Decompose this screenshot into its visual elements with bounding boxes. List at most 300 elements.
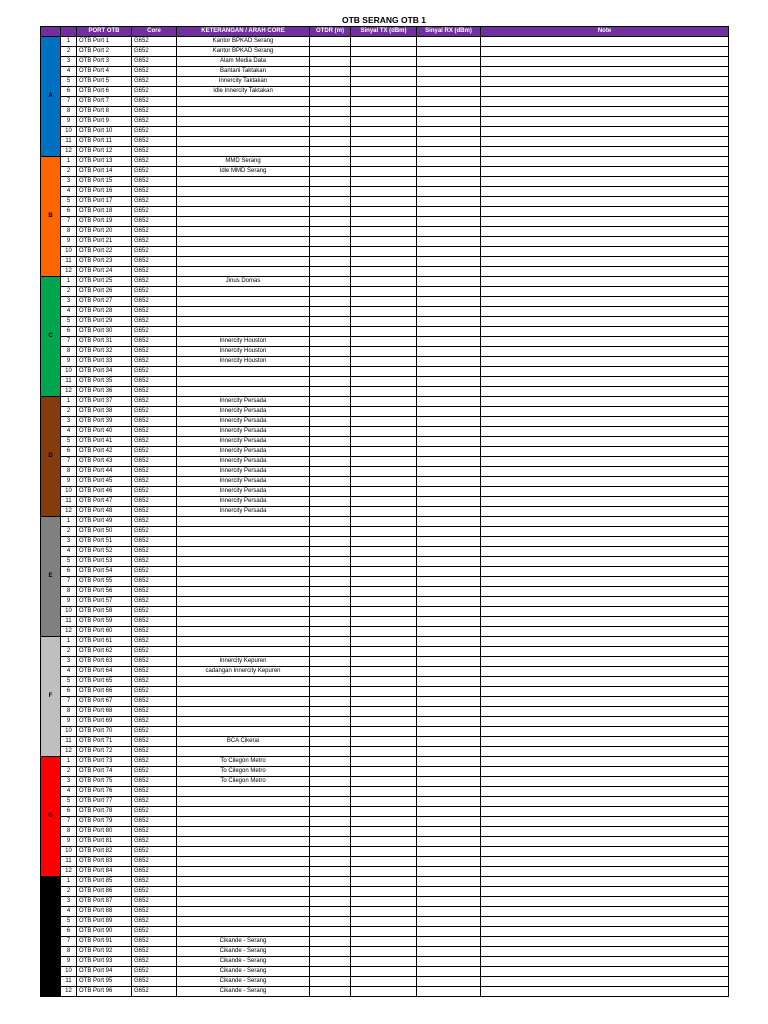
port-number-cell: 7 bbox=[61, 937, 77, 947]
note-cell bbox=[481, 287, 729, 297]
port-number-cell: 10 bbox=[61, 847, 77, 857]
sinyal-tx-cell bbox=[351, 297, 417, 307]
note-cell bbox=[481, 837, 729, 847]
keterangan-cell bbox=[177, 927, 310, 937]
table-row bbox=[41, 277, 729, 287]
core-cell: G652 bbox=[132, 177, 177, 187]
group-label-cell: F bbox=[41, 637, 61, 757]
table-row bbox=[41, 187, 729, 197]
table-row bbox=[41, 167, 729, 177]
core-cell: G652 bbox=[132, 887, 177, 897]
note-cell bbox=[481, 267, 729, 277]
otdr-cell bbox=[310, 817, 351, 827]
header-sinyal-rx: Sinyal RX (dBm) bbox=[417, 27, 481, 37]
port-name-cell: OTB Port 63 bbox=[77, 657, 132, 667]
sinyal-tx-cell bbox=[351, 987, 417, 997]
port-number-cell: 11 bbox=[61, 377, 77, 387]
port-number-cell: 1 bbox=[61, 517, 77, 527]
otdr-cell bbox=[310, 727, 351, 737]
table-header-row bbox=[41, 27, 729, 37]
otdr-cell bbox=[310, 897, 351, 907]
table-row bbox=[41, 727, 729, 737]
sinyal-tx-cell bbox=[351, 787, 417, 797]
sinyal-tx-cell bbox=[351, 827, 417, 837]
group-label-cell: H bbox=[41, 877, 61, 997]
otdr-cell bbox=[310, 907, 351, 917]
port-name-cell: OTB Port 60 bbox=[77, 627, 132, 637]
port-name-cell: OTB Port 4 bbox=[77, 67, 132, 77]
port-name-cell: OTB Port 40 bbox=[77, 427, 132, 437]
note-cell bbox=[481, 177, 729, 187]
core-cell: G652 bbox=[132, 187, 177, 197]
core-cell: G652 bbox=[132, 227, 177, 237]
core-cell: G652 bbox=[132, 417, 177, 427]
table-row bbox=[41, 437, 729, 447]
note-cell bbox=[481, 727, 729, 737]
sinyal-rx-cell bbox=[417, 867, 481, 877]
sinyal-rx-cell bbox=[417, 767, 481, 777]
port-number-cell: 6 bbox=[61, 927, 77, 937]
sinyal-rx-cell bbox=[417, 397, 481, 407]
sinyal-tx-cell bbox=[351, 427, 417, 437]
table-row bbox=[41, 807, 729, 817]
table-row bbox=[41, 947, 729, 957]
port-number-cell: 2 bbox=[61, 287, 77, 297]
table-row bbox=[41, 297, 729, 307]
otdr-cell bbox=[310, 647, 351, 657]
keterangan-cell: Innercity Kepuren bbox=[177, 657, 310, 667]
table-row bbox=[41, 337, 729, 347]
port-number-cell: 1 bbox=[61, 157, 77, 167]
port-number-cell: 4 bbox=[61, 307, 77, 317]
note-cell bbox=[481, 307, 729, 317]
keterangan-cell bbox=[177, 577, 310, 587]
port-number-cell: 3 bbox=[61, 177, 77, 187]
table-row bbox=[41, 677, 729, 687]
note-cell bbox=[481, 917, 729, 927]
keterangan-cell: Cikande - Serang bbox=[177, 957, 310, 967]
core-cell: G652 bbox=[132, 937, 177, 947]
sinyal-rx-cell bbox=[417, 127, 481, 137]
note-cell bbox=[481, 677, 729, 687]
port-name-cell: OTB Port 1 bbox=[77, 37, 132, 47]
keterangan-cell: Alam Media Data bbox=[177, 57, 310, 67]
table-row bbox=[41, 487, 729, 497]
port-name-cell: OTB Port 65 bbox=[77, 677, 132, 687]
note-cell bbox=[481, 407, 729, 417]
otdr-cell bbox=[310, 857, 351, 867]
keterangan-cell bbox=[177, 787, 310, 797]
sinyal-rx-cell bbox=[417, 587, 481, 597]
sinyal-tx-cell bbox=[351, 657, 417, 667]
core-cell: G652 bbox=[132, 617, 177, 627]
core-cell: G652 bbox=[132, 847, 177, 857]
port-name-cell: OTB Port 20 bbox=[77, 227, 132, 237]
core-cell: G652 bbox=[132, 307, 177, 317]
otdr-cell bbox=[310, 377, 351, 387]
table-row bbox=[41, 307, 729, 317]
port-name-cell: OTB Port 68 bbox=[77, 707, 132, 717]
core-cell: G652 bbox=[132, 857, 177, 867]
port-number-cell: 7 bbox=[61, 817, 77, 827]
keterangan-cell: Innercity Persada bbox=[177, 417, 310, 427]
port-number-cell: 4 bbox=[61, 187, 77, 197]
table-row bbox=[41, 847, 729, 857]
table-row bbox=[41, 37, 729, 47]
keterangan-cell bbox=[177, 227, 310, 237]
sinyal-rx-cell bbox=[417, 507, 481, 517]
sinyal-rx-cell bbox=[417, 577, 481, 587]
core-cell: G652 bbox=[132, 907, 177, 917]
note-cell bbox=[481, 387, 729, 397]
sinyal-tx-cell bbox=[351, 837, 417, 847]
group-label-cell: C bbox=[41, 277, 61, 397]
sinyal-tx-cell bbox=[351, 77, 417, 87]
keterangan-cell bbox=[177, 607, 310, 617]
core-cell: G652 bbox=[132, 237, 177, 247]
note-cell bbox=[481, 697, 729, 707]
port-number-cell: 6 bbox=[61, 207, 77, 217]
port-name-cell: OTB Port 38 bbox=[77, 407, 132, 417]
port-name-cell: OTB Port 59 bbox=[77, 617, 132, 627]
otdr-cell bbox=[310, 47, 351, 57]
otdr-cell bbox=[310, 577, 351, 587]
sinyal-tx-cell bbox=[351, 337, 417, 347]
core-cell: G652 bbox=[132, 637, 177, 647]
sinyal-rx-cell bbox=[417, 817, 481, 827]
port-name-cell: OTB Port 10 bbox=[77, 127, 132, 137]
port-name-cell: OTB Port 86 bbox=[77, 887, 132, 897]
otdr-cell bbox=[310, 597, 351, 607]
core-cell: G652 bbox=[132, 917, 177, 927]
otdr-cell bbox=[310, 887, 351, 897]
table-row bbox=[41, 607, 729, 617]
sinyal-tx-cell bbox=[351, 47, 417, 57]
otdr-cell bbox=[310, 977, 351, 987]
sinyal-tx-cell bbox=[351, 67, 417, 77]
note-cell bbox=[481, 777, 729, 787]
sheet-title: OTB SERANG OTB 1 bbox=[341, 15, 427, 25]
otdr-cell bbox=[310, 187, 351, 197]
note-cell bbox=[481, 237, 729, 247]
otdr-cell bbox=[310, 827, 351, 837]
table-row bbox=[41, 57, 729, 67]
port-number-cell: 7 bbox=[61, 97, 77, 107]
sinyal-rx-cell bbox=[417, 37, 481, 47]
sinyal-tx-cell bbox=[351, 797, 417, 807]
note-cell bbox=[481, 707, 729, 717]
table-row bbox=[41, 517, 729, 527]
table-row bbox=[41, 877, 729, 887]
core-cell: G652 bbox=[132, 77, 177, 87]
sinyal-tx-cell bbox=[351, 847, 417, 857]
port-number-cell: 1 bbox=[61, 37, 77, 47]
keterangan-cell bbox=[177, 317, 310, 327]
port-number-cell: 1 bbox=[61, 637, 77, 647]
keterangan-cell bbox=[177, 107, 310, 117]
sinyal-tx-cell bbox=[351, 237, 417, 247]
note-cell bbox=[481, 877, 729, 887]
port-number-cell: 7 bbox=[61, 697, 77, 707]
note-cell bbox=[481, 127, 729, 137]
port-name-cell: OTB Port 11 bbox=[77, 137, 132, 147]
note-cell bbox=[481, 577, 729, 587]
port-number-cell: 2 bbox=[61, 887, 77, 897]
note-cell bbox=[481, 187, 729, 197]
group-label-cell: D bbox=[41, 397, 61, 517]
otdr-cell bbox=[310, 567, 351, 577]
table-row bbox=[41, 857, 729, 867]
keterangan-cell bbox=[177, 807, 310, 817]
otdr-cell bbox=[310, 267, 351, 277]
keterangan-cell bbox=[177, 587, 310, 597]
keterangan-cell bbox=[177, 647, 310, 657]
sinyal-rx-cell bbox=[417, 57, 481, 67]
sinyal-tx-cell bbox=[351, 717, 417, 727]
keterangan-cell: Innercity Persada bbox=[177, 467, 310, 477]
otdr-cell bbox=[310, 617, 351, 627]
table-row bbox=[41, 777, 729, 787]
sinyal-tx-cell bbox=[351, 87, 417, 97]
sinyal-tx-cell bbox=[351, 767, 417, 777]
core-cell: G652 bbox=[132, 527, 177, 537]
table-row bbox=[41, 837, 729, 847]
table-row bbox=[41, 107, 729, 117]
core-cell: G652 bbox=[132, 547, 177, 557]
keterangan-cell bbox=[177, 197, 310, 207]
table-row bbox=[41, 737, 729, 747]
port-number-cell: 8 bbox=[61, 947, 77, 957]
sinyal-tx-cell bbox=[351, 327, 417, 337]
keterangan-cell bbox=[177, 287, 310, 297]
table-row bbox=[41, 687, 729, 697]
note-cell bbox=[481, 567, 729, 577]
table-row bbox=[41, 697, 729, 707]
table-row bbox=[41, 637, 729, 647]
core-cell: G652 bbox=[132, 277, 177, 287]
otdr-cell bbox=[310, 367, 351, 377]
keterangan-cell bbox=[177, 377, 310, 387]
table-row bbox=[41, 87, 729, 97]
note-cell bbox=[481, 507, 729, 517]
sinyal-tx-cell bbox=[351, 977, 417, 987]
sinyal-tx-cell bbox=[351, 687, 417, 697]
otdr-cell bbox=[310, 417, 351, 427]
port-name-cell: OTB Port 33 bbox=[77, 357, 132, 367]
note-cell bbox=[481, 867, 729, 877]
otdr-cell bbox=[310, 67, 351, 77]
keterangan-cell bbox=[177, 727, 310, 737]
port-name-cell: OTB Port 94 bbox=[77, 967, 132, 977]
table-row bbox=[41, 577, 729, 587]
sinyal-tx-cell bbox=[351, 307, 417, 317]
core-cell: G652 bbox=[132, 427, 177, 437]
sinyal-rx-cell bbox=[417, 537, 481, 547]
note-cell bbox=[481, 277, 729, 287]
otdr-cell bbox=[310, 117, 351, 127]
sinyal-tx-cell bbox=[351, 877, 417, 887]
core-cell: G652 bbox=[132, 387, 177, 397]
sinyal-rx-cell bbox=[417, 117, 481, 127]
port-name-cell: OTB Port 42 bbox=[77, 447, 132, 457]
sinyal-tx-cell bbox=[351, 617, 417, 627]
sinyal-tx-cell bbox=[351, 357, 417, 367]
note-cell bbox=[481, 767, 729, 777]
port-name-cell: OTB Port 89 bbox=[77, 917, 132, 927]
otdr-cell bbox=[310, 317, 351, 327]
core-cell: G652 bbox=[132, 627, 177, 637]
table-row bbox=[41, 317, 729, 327]
port-name-cell: OTB Port 82 bbox=[77, 847, 132, 857]
sinyal-tx-cell bbox=[351, 857, 417, 867]
note-cell bbox=[481, 947, 729, 957]
port-number-cell: 11 bbox=[61, 257, 77, 267]
table-row bbox=[41, 797, 729, 807]
sinyal-tx-cell bbox=[351, 507, 417, 517]
port-number-cell: 2 bbox=[61, 47, 77, 57]
keterangan-cell: To Cilegon Metro bbox=[177, 757, 310, 767]
otdr-cell bbox=[310, 437, 351, 447]
core-cell: G652 bbox=[132, 707, 177, 717]
port-number-cell: 4 bbox=[61, 667, 77, 677]
sinyal-tx-cell bbox=[351, 147, 417, 157]
port-name-cell: OTB Port 71 bbox=[77, 737, 132, 747]
port-name-cell: OTB Port 44 bbox=[77, 467, 132, 477]
sinyal-rx-cell bbox=[417, 737, 481, 747]
core-cell: G652 bbox=[132, 977, 177, 987]
note-cell bbox=[481, 357, 729, 367]
port-number-cell: 5 bbox=[61, 77, 77, 87]
port-name-cell: OTB Port 64 bbox=[77, 667, 132, 677]
core-cell: G652 bbox=[132, 197, 177, 207]
sinyal-rx-cell bbox=[417, 857, 481, 867]
port-name-cell: OTB Port 90 bbox=[77, 927, 132, 937]
port-name-cell: OTB Port 75 bbox=[77, 777, 132, 787]
core-cell: G652 bbox=[132, 837, 177, 847]
note-cell bbox=[481, 607, 729, 617]
keterangan-cell bbox=[177, 117, 310, 127]
note-cell bbox=[481, 497, 729, 507]
sinyal-tx-cell bbox=[351, 647, 417, 657]
sinyal-tx-cell bbox=[351, 477, 417, 487]
port-number-cell: 11 bbox=[61, 857, 77, 867]
sinyal-rx-cell bbox=[417, 547, 481, 557]
sinyal-rx-cell bbox=[417, 827, 481, 837]
sinyal-tx-cell bbox=[351, 137, 417, 147]
core-cell: G652 bbox=[132, 807, 177, 817]
keterangan-cell bbox=[177, 837, 310, 847]
sinyal-tx-cell bbox=[351, 487, 417, 497]
port-number-cell: 7 bbox=[61, 577, 77, 587]
note-cell bbox=[481, 197, 729, 207]
sinyal-tx-cell bbox=[351, 737, 417, 747]
keterangan-cell bbox=[177, 877, 310, 887]
table-row bbox=[41, 117, 729, 127]
note-cell bbox=[481, 737, 729, 747]
port-name-cell: OTB Port 92 bbox=[77, 947, 132, 957]
keterangan-cell: Cikande - Serang bbox=[177, 987, 310, 997]
sinyal-tx-cell bbox=[351, 607, 417, 617]
port-name-cell: OTB Port 2 bbox=[77, 47, 132, 57]
note-cell bbox=[481, 297, 729, 307]
note-cell bbox=[481, 527, 729, 537]
sinyal-tx-cell bbox=[351, 197, 417, 207]
sinyal-rx-cell bbox=[417, 757, 481, 767]
port-number-cell: 6 bbox=[61, 807, 77, 817]
table-row bbox=[41, 207, 729, 217]
core-cell: G652 bbox=[132, 117, 177, 127]
table-row bbox=[41, 397, 729, 407]
port-name-cell: OTB Port 96 bbox=[77, 987, 132, 997]
port-number-cell: 4 bbox=[61, 787, 77, 797]
table-row bbox=[41, 907, 729, 917]
otdr-cell bbox=[310, 457, 351, 467]
port-name-cell: OTB Port 22 bbox=[77, 247, 132, 257]
note-cell bbox=[481, 897, 729, 907]
port-name-cell: OTB Port 48 bbox=[77, 507, 132, 517]
core-cell: G652 bbox=[132, 217, 177, 227]
sinyal-rx-cell bbox=[417, 527, 481, 537]
note-cell bbox=[481, 537, 729, 547]
core-cell: G652 bbox=[132, 737, 177, 747]
core-cell: G652 bbox=[132, 577, 177, 587]
table-row bbox=[41, 957, 729, 967]
otdr-cell bbox=[310, 517, 351, 527]
sinyal-rx-cell bbox=[417, 387, 481, 397]
table-row bbox=[41, 347, 729, 357]
note-cell bbox=[481, 977, 729, 987]
otdr-cell bbox=[310, 487, 351, 497]
port-name-cell: OTB Port 50 bbox=[77, 527, 132, 537]
sinyal-rx-cell bbox=[417, 687, 481, 697]
port-number-cell: 2 bbox=[61, 527, 77, 537]
port-number-cell: 8 bbox=[61, 227, 77, 237]
port-number-cell: 7 bbox=[61, 217, 77, 227]
sinyal-rx-cell bbox=[417, 277, 481, 287]
table-row bbox=[41, 387, 729, 397]
keterangan-cell bbox=[177, 567, 310, 577]
table-row bbox=[41, 267, 729, 277]
port-number-cell: 12 bbox=[61, 867, 77, 877]
otdr-cell bbox=[310, 787, 351, 797]
port-number-cell: 2 bbox=[61, 647, 77, 657]
header-port-otb: PORT OTB bbox=[77, 27, 132, 37]
note-cell bbox=[481, 247, 729, 257]
core-cell: G652 bbox=[132, 647, 177, 657]
sinyal-rx-cell bbox=[417, 517, 481, 527]
port-name-cell: OTB Port 35 bbox=[77, 377, 132, 387]
table-row bbox=[41, 407, 729, 417]
keterangan-cell bbox=[177, 127, 310, 137]
sinyal-rx-cell bbox=[417, 97, 481, 107]
note-cell bbox=[481, 107, 729, 117]
table-row bbox=[41, 917, 729, 927]
otdr-cell bbox=[310, 537, 351, 547]
otdr-cell bbox=[310, 337, 351, 347]
sinyal-tx-cell bbox=[351, 667, 417, 677]
sinyal-tx-cell bbox=[351, 907, 417, 917]
port-name-cell: OTB Port 21 bbox=[77, 237, 132, 247]
note-cell bbox=[481, 447, 729, 457]
note-cell bbox=[481, 547, 729, 557]
table-row bbox=[41, 427, 729, 437]
table-row bbox=[41, 367, 729, 377]
sinyal-tx-cell bbox=[351, 957, 417, 967]
table-row bbox=[41, 887, 729, 897]
core-cell: G652 bbox=[132, 467, 177, 477]
core-cell: G652 bbox=[132, 487, 177, 497]
note-cell bbox=[481, 47, 729, 57]
